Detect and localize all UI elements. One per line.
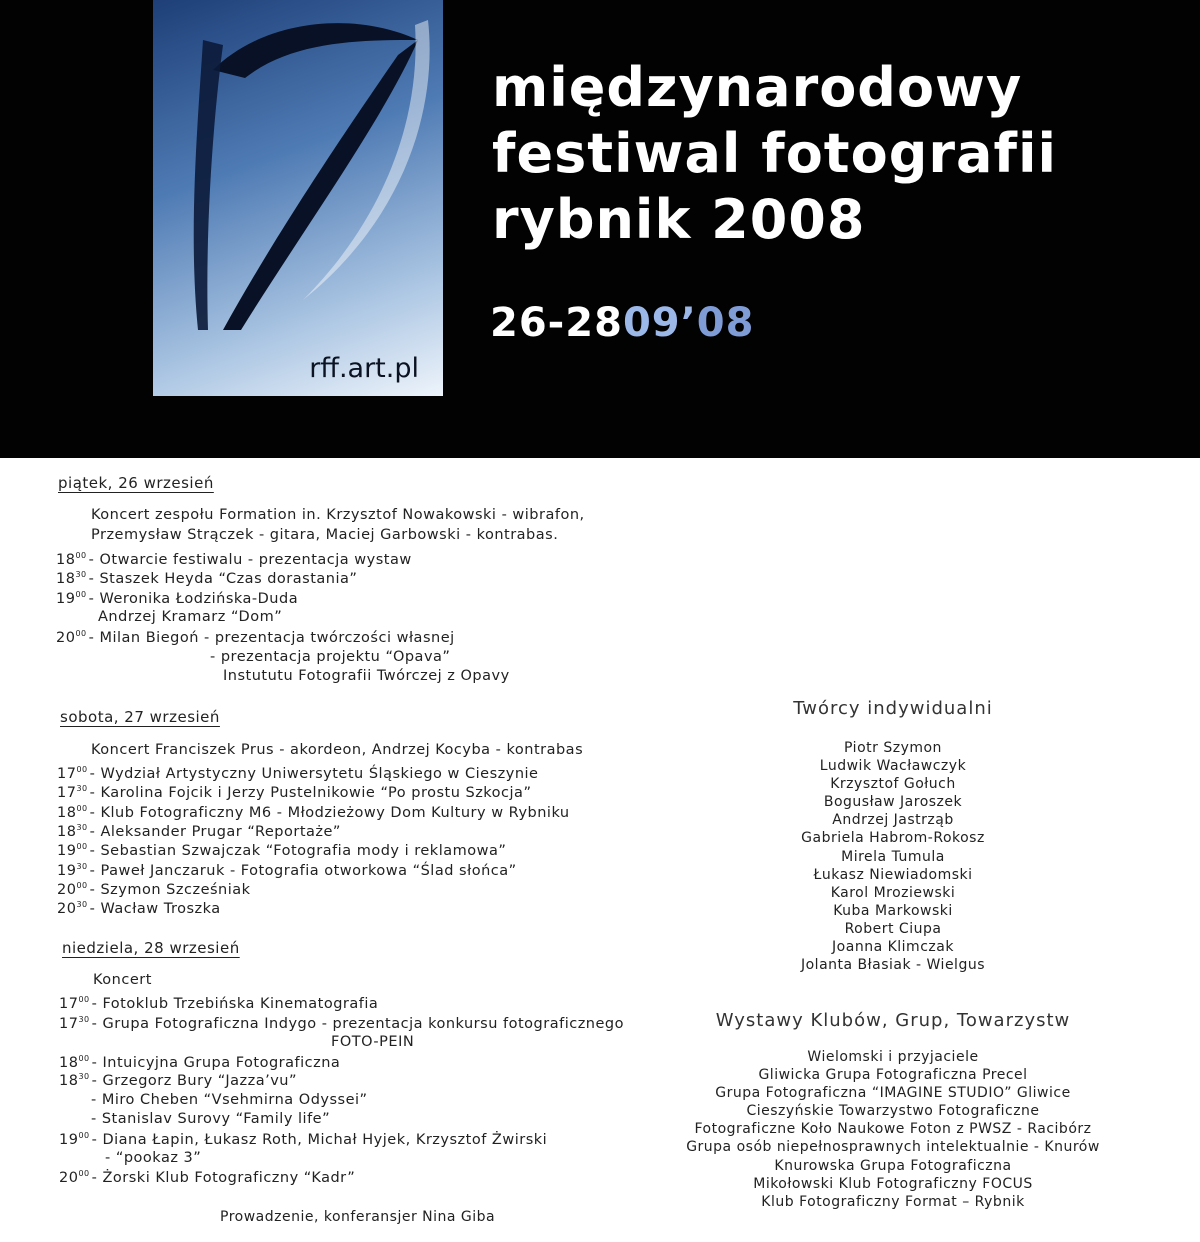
logo-url: rff.art.pl	[309, 353, 419, 384]
clubs-heading: Wystawy Klubów, Grup, Towarzystw	[715, 1010, 1071, 1031]
time-hour: 18	[56, 571, 76, 587]
schedule-item	[57, 862, 517, 879]
schedule-time	[57, 863, 90, 879]
schedule-item	[57, 823, 341, 840]
schedule-text: - Paweł Janczaruk - Fotografia otworkowa “Ślad słońca”	[89, 863, 517, 879]
time-hour: 18	[59, 1055, 79, 1071]
schedule-text: - Aleksander Prugar “Reportaże”	[89, 824, 341, 840]
time-hour: 19	[57, 843, 77, 859]
schedule-text: - Intuicyjna Grupa Fotograficzna	[91, 1055, 341, 1071]
festival-title	[492, 55, 1182, 253]
schedule-time	[57, 843, 90, 859]
time-minutes: 00	[78, 1054, 90, 1063]
list-item: Fotograficzne Koło Naukowe Foton z PWSZ - Racibórz	[694, 1121, 1092, 1138]
list-item: Kuba Markowski	[833, 902, 953, 919]
list-item: Grupa osób niepełnosprawnych intelektualnie - Knurów	[686, 1139, 1100, 1156]
schedule-item	[57, 881, 251, 898]
festival-logo	[153, 0, 443, 396]
schedule-text: - Grupa Fotograficzna Indygo - prezentacja konkursu fotograficznego	[91, 1016, 624, 1032]
schedule-time	[56, 552, 89, 568]
schedule-text: - “pookaz 3”	[105, 1150, 202, 1166]
list-item: Łukasz Niewiadomski	[813, 866, 973, 883]
schedule-text: - Stanislav Surovy “Family life”	[91, 1111, 331, 1127]
list-item: Krzysztof Gołuch	[830, 776, 956, 793]
schedule-time	[59, 1016, 92, 1032]
logo-seven-mark	[153, 0, 443, 396]
schedule-item	[59, 1169, 355, 1186]
schedule-item	[210, 649, 450, 665]
time-minutes: 00	[76, 881, 88, 890]
schedule-text: - Karolina Fojcik i Jerzy Pustelnikowie “Po prostu Szkocja”	[89, 785, 532, 801]
list-item: Wielomski i przyjaciele	[807, 1049, 979, 1065]
schedule-text: - prezentacja projektu “Opava”	[210, 649, 451, 665]
time-hour: 18	[57, 805, 77, 821]
clubs-list	[593, 1048, 1193, 1211]
time-hour: 20	[57, 901, 77, 917]
schedule-item	[59, 1054, 340, 1071]
time-hour: 17	[57, 766, 77, 782]
time-minutes: 00	[75, 629, 87, 638]
schedule-time	[56, 630, 89, 646]
time-hour: 18	[56, 552, 76, 568]
list-item: Cieszyńskie Towarzystwo Fotograficzne	[746, 1103, 1040, 1120]
title-line: międzynarodowy	[492, 56, 1023, 119]
time-minutes: 00	[78, 995, 90, 1004]
festival-dates	[490, 300, 754, 346]
list-item: Gabriela Habrom-Rokosz	[801, 830, 985, 847]
schedule-time	[57, 805, 90, 821]
day-heading-sunday: niedziela, 28 wrzesień	[62, 939, 240, 957]
time-hour: 17	[59, 1016, 79, 1032]
list-item: Gliwicka Grupa Fotograficzna Precel	[758, 1067, 1028, 1084]
schedule-text: - Sebastian Szwajczak “Fotografia mody i reklamowa”	[89, 843, 507, 859]
time-hour: 18	[57, 824, 77, 840]
concert-sunday	[93, 970, 152, 990]
concert-line: Przemysław Strączek - gitara, Maciej Garbowski - kontrabas.	[91, 527, 559, 543]
time-hour: 19	[59, 1132, 79, 1148]
schedule-text: - Diana Łapin, Łukasz Roth, Michał Hyjek, Krzysztof Żwirski	[91, 1132, 548, 1148]
time-minutes: 00	[76, 804, 88, 813]
list-item: Grupa Fotograficzna “IMAGINE STUDIO” Gliwice	[715, 1085, 1071, 1102]
time-minutes: 30	[78, 1015, 90, 1024]
time-hour: 20	[56, 630, 76, 646]
schedule-item	[56, 570, 357, 587]
schedule-item	[56, 551, 412, 568]
list-item: Mirela Tumula	[841, 848, 945, 865]
concert-line: Koncert Franciszek Prus - akordeon, Andrzej Kocyba - kontrabas	[91, 742, 584, 758]
schedule-item	[59, 1131, 547, 1148]
schedule-time	[56, 571, 89, 587]
schedule-item	[59, 1072, 297, 1089]
list-item: Joanna Klimczak	[832, 939, 954, 956]
time-hour: 17	[59, 996, 79, 1012]
schedule-text: - Weronika Łodzińska-Duda	[88, 591, 299, 607]
day-heading-friday: piątek, 26 wrzesień	[58, 474, 214, 492]
list-item: Karol Mroziewski	[830, 884, 956, 901]
schedule-item	[57, 804, 570, 821]
time-minutes: 00	[76, 765, 88, 774]
time-hour: 19	[56, 591, 76, 607]
time-minutes: 00	[75, 551, 87, 560]
time-minutes: 30	[76, 900, 88, 909]
day-heading-saturday: sobota, 27 wrzesień	[60, 708, 220, 726]
list-item: Ludwik Wacławczyk	[819, 758, 967, 775]
schedule-text: - Szymon Szcześniak	[89, 882, 251, 898]
schedule-item	[331, 1034, 414, 1050]
schedule-time	[56, 591, 89, 607]
list-item: Robert Ciupa	[844, 920, 942, 937]
schedule-item	[59, 1015, 624, 1032]
list-item: Jolanta Błasiak - Wielgus	[800, 957, 986, 974]
individuals-list	[593, 739, 1193, 974]
concert-saturday	[91, 740, 583, 760]
time-minutes: 00	[78, 1131, 90, 1140]
schedule-text: - Milan Biegoń - prezentacja twórczości własnej	[88, 630, 455, 646]
schedule-item	[56, 590, 298, 607]
schedule-text: - Fotoklub Trzebińska Kinematografia	[91, 996, 379, 1012]
list-item: Piotr Szymon	[844, 740, 942, 756]
schedule-text: - Otwarcie festiwalu - prezentacja wystaw	[88, 552, 412, 568]
time-minutes: 30	[76, 862, 88, 871]
schedule-text: - Żorski Klub Fotograficzny “Kadr”	[91, 1170, 356, 1186]
time-hour: 20	[57, 882, 77, 898]
schedule-time	[57, 882, 90, 898]
schedule-text: - Wacław Troszka	[89, 901, 221, 917]
time-hour: 17	[57, 785, 77, 801]
schedule-text: Instututu Fotografii Twórczej z Opavy	[223, 668, 510, 684]
schedule-text: - Miro Cheben “Vsehmirna Odyssei”	[91, 1092, 368, 1108]
schedule-text: - Grzegorz Bury “Jazza’vu”	[91, 1073, 297, 1089]
schedule-item	[57, 765, 538, 782]
list-item: Klub Fotograficzny Format – Rybnik	[761, 1193, 1025, 1210]
time-minutes: 30	[76, 823, 88, 832]
list-item: Mikołowski Klub Fotograficzny FOCUS	[753, 1175, 1033, 1192]
schedule-item	[57, 900, 221, 917]
schedule-item	[223, 668, 510, 684]
time-hour: 19	[57, 863, 77, 879]
dates-days: 26-28	[490, 300, 623, 346]
schedule-time	[59, 996, 92, 1012]
schedule-time	[59, 1055, 92, 1071]
title-line: rybnik 2008	[492, 188, 866, 251]
dates-month: 09’	[622, 300, 697, 346]
schedule-item	[57, 784, 531, 801]
schedule-text: FOTO-PEIN	[331, 1034, 415, 1050]
schedule-time	[57, 766, 90, 782]
schedule-item	[105, 1150, 201, 1166]
dates-year: 08	[696, 300, 755, 346]
schedule-time	[57, 785, 90, 801]
time-hour: 20	[59, 1170, 79, 1186]
schedule-text: - Staszek Heyda “Czas dorastania”	[88, 571, 358, 587]
time-minutes: 30	[76, 784, 88, 793]
list-item: Knurowska Grupa Fotograficzna	[774, 1157, 1012, 1174]
poster-banner	[0, 0, 1200, 458]
time-minutes: 00	[78, 1169, 90, 1178]
schedule-text: - Klub Fotograficzny M6 - Młodzieżowy Dom Kultury w Rybniku	[89, 805, 570, 821]
schedule-item	[91, 1092, 368, 1108]
time-hour: 18	[59, 1073, 79, 1089]
time-minutes: 00	[76, 842, 88, 851]
time-minutes: 30	[75, 570, 87, 579]
list-item: Bogusław Jaroszek	[823, 794, 963, 811]
schedule-item	[56, 629, 455, 646]
schedule-time	[57, 901, 90, 917]
schedule-time	[59, 1132, 92, 1148]
title-line: festiwal fotografii	[492, 122, 1057, 185]
individuals-heading: Twórcy indywidualni	[793, 698, 993, 719]
schedule-item	[98, 609, 282, 625]
schedule-item	[57, 842, 506, 859]
schedule-time	[59, 1073, 92, 1089]
schedule-text: Andrzej Kramarz “Dom”	[98, 609, 283, 625]
list-item: Andrzej Jastrząb	[832, 812, 954, 829]
time-minutes: 30	[78, 1072, 90, 1081]
concert-line: Koncert	[93, 972, 152, 988]
schedule-item	[91, 1111, 330, 1127]
schedule-item	[59, 995, 378, 1012]
time-minutes: 00	[75, 590, 87, 599]
schedule-text: - Wydział Artystyczny Uniwersytetu Śląskiego w Cieszynie	[89, 766, 539, 782]
concert-friday	[91, 505, 585, 545]
schedule-time	[57, 824, 90, 840]
concert-line: Koncert zespołu Formation in. Krzysztof Nowakowski - wibrafon,	[91, 507, 585, 523]
schedule-time	[59, 1170, 92, 1186]
host-credit: Prowadzenie, konferansjer Nina Giba	[220, 1209, 496, 1225]
